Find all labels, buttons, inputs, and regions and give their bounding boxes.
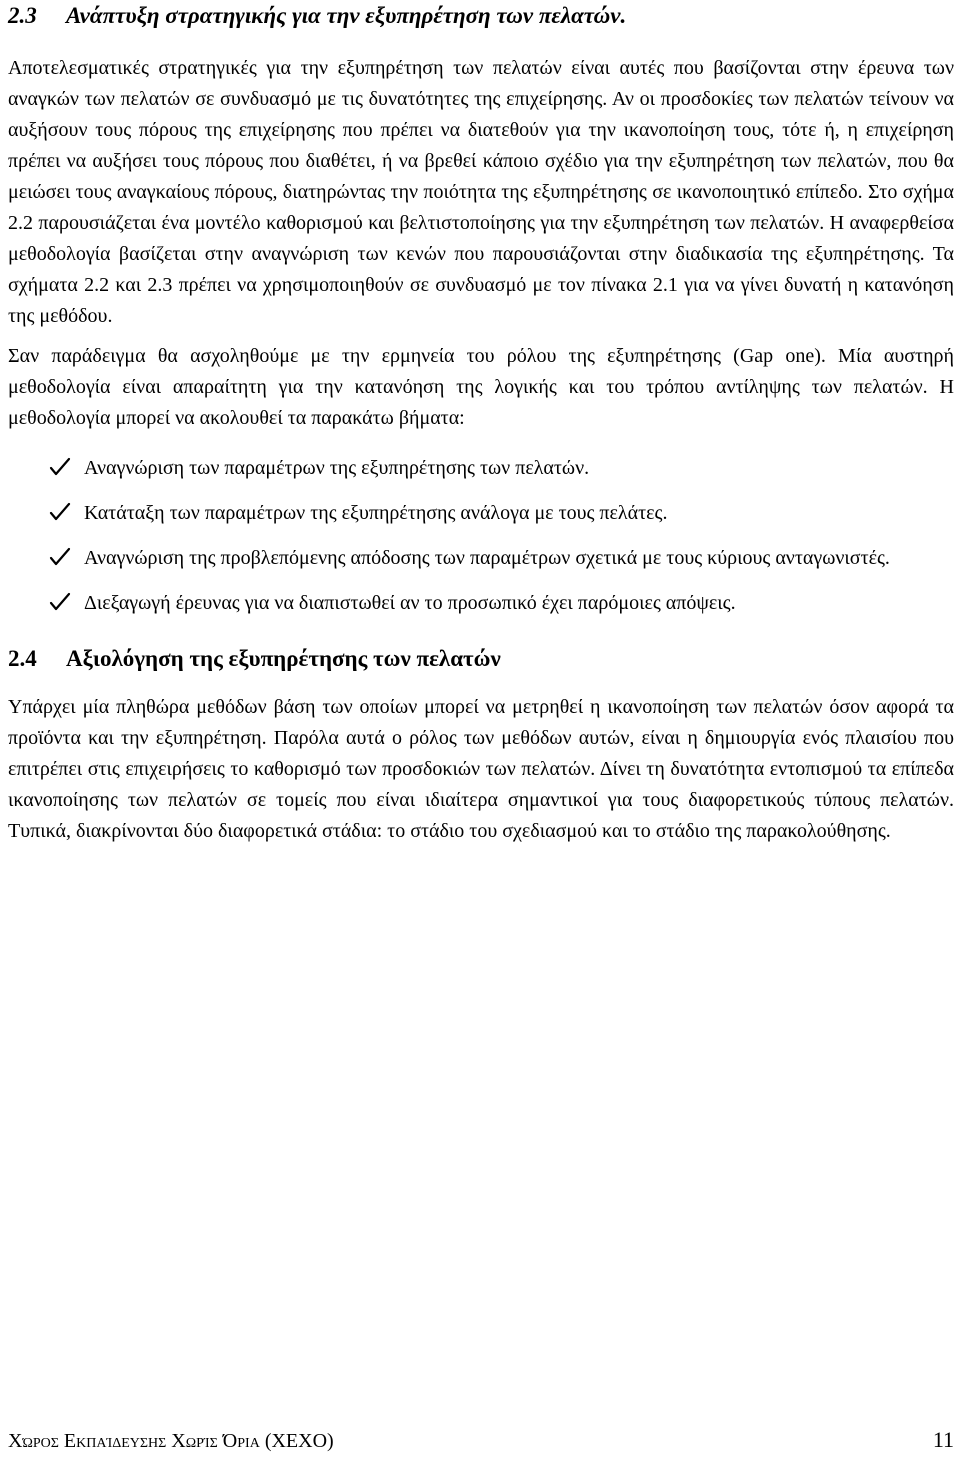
checklist-item-text: Αναγνώριση της προβλεπόμενης απόδοσης των παραμέτρων σχετικά με τους κύριους ανταγωνιστές.	[84, 547, 890, 569]
section-number: 2.4	[8, 646, 37, 671]
section-title: Αξιολόγηση της εξυπηρέτησης των πελατών	[66, 646, 501, 671]
checklist-item	[8, 543, 954, 574]
checkmark-icon	[48, 590, 72, 614]
checklist-item-text: Αναγνώριση των παραμέτρων της εξυπηρέτησης των πελατών.	[84, 457, 590, 479]
checklist-item	[8, 453, 954, 484]
footer-title: Χώρος Εκπαίδευσης Χωρίς Όρια	[8, 1430, 260, 1452]
checkmark-icon	[48, 500, 72, 524]
section-number: 2.3	[8, 3, 37, 28]
checklist-item-text: Διεξαγωγή έρευνας για να διαπιστωθεί αν το προσωπικό έχει παρόμοιες απόψεις.	[84, 592, 736, 614]
body-paragraph: Αποτελεσματικές στρατηγικές για την εξυπηρέτηση των πελατών είναι αυτές που βασίζονται στην έρευνα των αναγκών των πελατών σε συνδυασμό με τις δυνατότητες της επιχείρησης. Αν οι προσδοκίες των πελατών τείνουν να αυξήσουν τους πόρους της επιχείρησης που πρέπει να διατεθούν για την ικανοποίηση τους, τότε ή, η επιχείρηση πρέπει να αυξήσει τους πόρους που διαθέτει, ή να βρεθεί κάποιο σχέδιο για την εξυπηρέτηση των πελατών, που θα μειώσει τους αναγκαίους πόρους, διατηρώντας την ποιότητα της εξυπηρέτησης σε ικανοποιητικό επίπεδο. Στο σχήμα 2.2 παρουσιάζεται ένα μοντέλο καθορισμού και βελτιστοποίησης για την εξυπηρέτηση των πελατών. Η αναφερθείσα μεθοδολογία βασίζεται στην αναγνώριση των κενών που παρουσιάζονται στην διαδικασία της εξυπηρέτησης. Τα σχήματα 2.2 και 2.3 πρέπει να χρησιμοποιηθούν σε συνδυασμό με τον πίνακα 2.1 για να γίνει δυνατή η κατανόηση της μεθόδου.	[8, 57, 954, 327]
checklist-item-text: Κατάταξη των παραμέτρων της εξυπηρέτησης ανάλογα με τους πελάτες.	[84, 502, 668, 524]
body-paragraph: Υπάρχει μία πληθώρα μεθόδων βάση των οποίων μπορεί να μετρηθεί η ικανοποίηση των πελατών όσον αφορά τα προϊόντα και την εξυπηρέτηση. Παρόλα αυτά ο ρόλος των μεθόδων αυτών, είναι η δημιουργία ενός πλαισίου που επιτρέπει στις επιχειρήσεις το καθορισμό των προσδοκιών των πελατών. Δίνει τη δυνατότητα εντοπισμού τα επίπεδα ικανοποίησης των πελατών σε τομείς που είναι ιδιαίτερα σημαντικοί για τους διαφορετικούς τύπους πελατών. Τυπικά, διακρίνονται δύο διαφορετικά στάδια: το στάδιο του σχεδιασμού και το στάδιο της παρακολούθησης.	[8, 696, 954, 842]
body-paragraph: Σαν παράδειγμα θα ασχοληθούμε με την ερμηνεία του ρόλου της εξυπηρέτησης (Gap one). Μία αυστηρή μεθοδολογία είναι απαραίτητη για την κατανόηση της λογικής και του τρόπου αντίληψης των πελατών. Η μεθοδολογία μπορεί να ακολουθεί τα παρακάτω βήματα:	[8, 345, 954, 429]
checkmark-icon	[48, 455, 72, 479]
section-2-3	[8, 0, 954, 619]
section-heading	[8, 0, 954, 31]
section-heading	[8, 644, 954, 674]
section-2-4	[8, 644, 954, 847]
steps-checklist	[8, 453, 954, 619]
document-page	[8, 0, 954, 847]
checkmark-icon	[48, 545, 72, 569]
checklist-item	[8, 588, 954, 619]
page-number: 11	[932, 1427, 954, 1452]
footer-acronym: (ΧΕΧΟ)	[264, 1430, 334, 1452]
page-footer	[8, 1425, 954, 1456]
section-title: Ανάπτυξη στρατηγικής για την εξυπηρέτηση των πελατών.	[66, 3, 627, 28]
checklist-item	[8, 498, 954, 529]
footer-title-group	[8, 1426, 334, 1456]
